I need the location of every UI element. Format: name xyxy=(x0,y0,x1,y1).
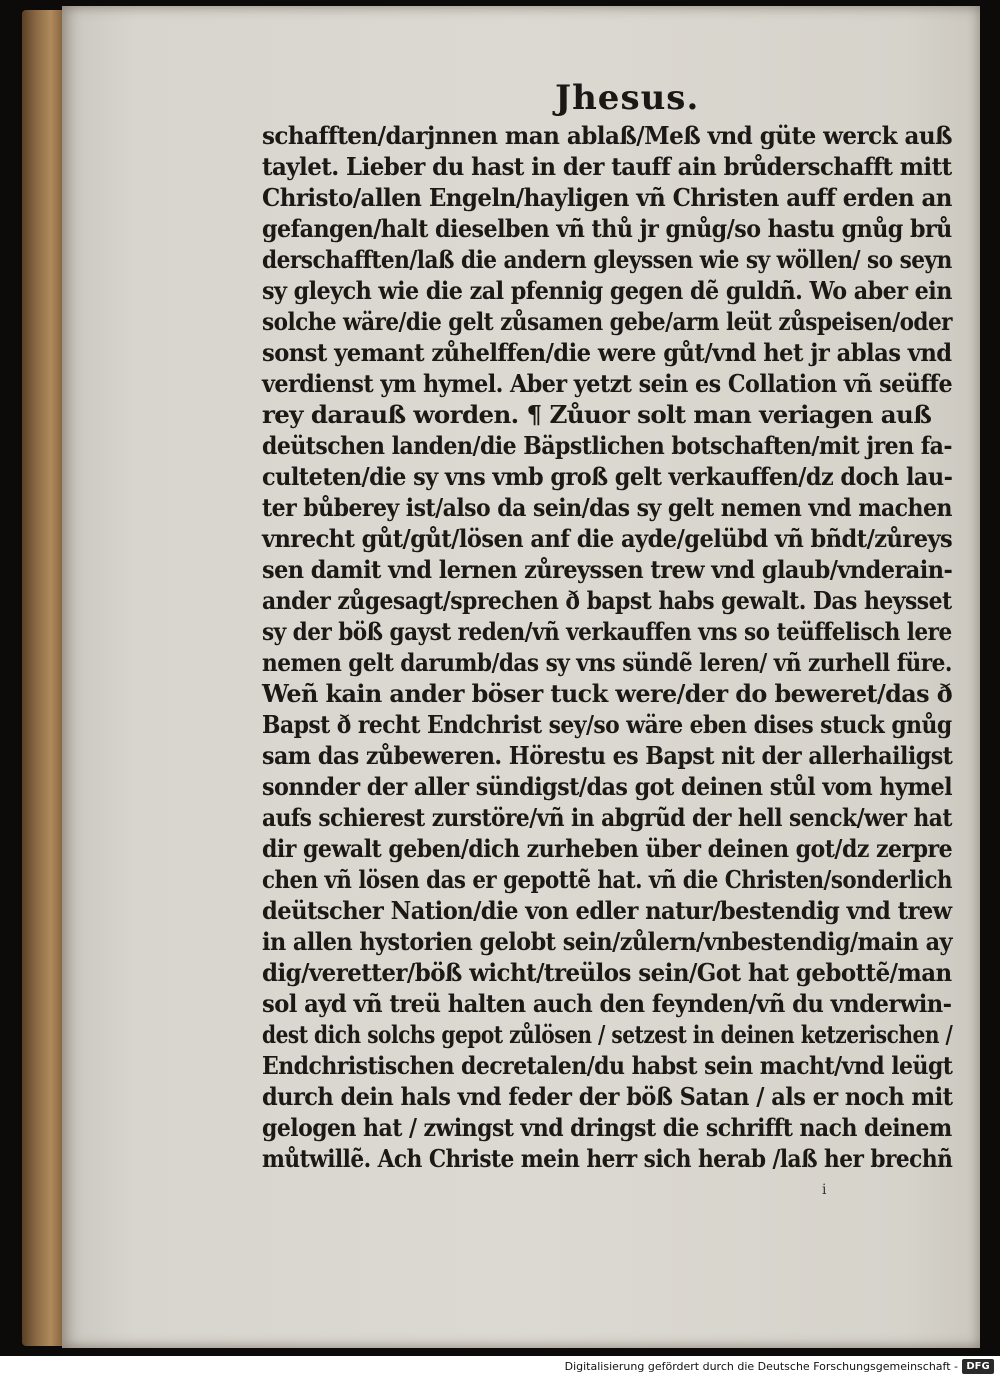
text-line: verdienst ym hymel. Aber yetzt sein es Collation vñ seüffe xyxy=(262,369,953,398)
text-line: sol ayd vñ treü halten auch den feynden/vñ du vnderwin- xyxy=(262,989,952,1018)
footer-credit: Digitalisierung gefördert durch die Deutsche Forschungsgemeinschaft - xyxy=(564,1360,958,1373)
text-line: gelogen hat / zwingst vnd dringst die schrifft nach deinem xyxy=(262,1113,952,1142)
text-line: schafften/darjnnen man ablaß/Meß vnd güte werck auß xyxy=(262,121,953,150)
text-line: sonnder der aller sündigst/das got deinen stůl vom hymel xyxy=(262,772,953,801)
text-line: můtwillẽ. Ach Christe mein herr sich herab /laß her brechñ xyxy=(262,1144,953,1173)
text-line: Weñ kain ander böser tuck were/der do beweret/das ð xyxy=(262,679,953,708)
text-line: durch dein hals vnd feder der böß Satan / als er noch mit xyxy=(262,1082,953,1111)
text-line: ter bůberey ist/also da sein/das sy gelt nemen vnd machen xyxy=(262,493,952,522)
body-text xyxy=(262,120,952,1174)
text-line: derschafften/laß die andern gleyssen wie sy wöllen/ so seyn xyxy=(262,245,952,274)
text-line: aufs schierest zurstöre/vñ in abgrũd der hell senck/wer hat xyxy=(262,803,952,832)
text-line: Christo/allen Engeln/hayligen vñ Christen auff erden an xyxy=(262,183,952,212)
text-line: culteten/die sy vns vmb groß gelt verkauffen/dz doch lau- xyxy=(262,462,953,491)
text-line: sam das zůbeweren. Hörestu es Bapst nit der allerhailigst xyxy=(262,741,953,770)
text-line: Endchristischen decretalen/du habst sein macht/vnd leügt xyxy=(262,1051,953,1080)
text-line: dest dich solchs gepot zůlösen / setzest in deinen ketzerischen / xyxy=(262,1020,953,1049)
text-line: chen vñ lösen das er gepottẽ hat. vñ die Christen/sonderlich xyxy=(262,865,953,894)
text-line: Bapst ð recht Endchrist sey/so wäre eben dises stuck gnůg xyxy=(262,710,952,739)
text-line: taylet. Lieber du hast in der tauff ain brůderschafft mitt xyxy=(262,152,952,181)
text-line: vnrecht gůt/gůt/lösen anf die ayde/gelübd vñ bñdt/zůreys xyxy=(262,524,953,553)
text-line: ander zůgesagt/sprechen ð bapst habs gewalt. Das heysset xyxy=(262,586,952,615)
text-line: deütschen landen/die Bäpstlichen botschaften/mit jren fa- xyxy=(262,431,952,460)
text-line: solche wäre/die gelt zůsamen gebe/arm leüt zůspeisen/oder xyxy=(262,307,953,336)
text-line: nemen gelt darumb/das sy vns sündẽ leren/ vñ zurhell füre. xyxy=(262,648,952,677)
dfg-logo-icon: DFG xyxy=(962,1359,994,1374)
footer-bar xyxy=(0,1356,1000,1378)
page-number: i xyxy=(822,1182,827,1198)
text-line: deütscher Nation/die von edler natur/bestendig vnd trew xyxy=(262,896,952,925)
text-line: rey darauß worden. ¶ Zůuor solt man veriagen auß xyxy=(262,400,932,429)
text-line: in allen hystorien gelobt sein/zůlern/vnbestendig/main ay xyxy=(262,927,952,956)
text-line: dig/veretter/böß wicht/treülos sein/Got hat gebottẽ/man xyxy=(262,958,952,987)
text-line: gefangen/halt dieselben vñ thů jr gnůg/so hastu gnůg brů xyxy=(262,214,952,243)
text-line: sen damit vnd lernen zůreyssen trew vnd glaub/vnderain- xyxy=(262,555,953,584)
page-headline: Jhesus. xyxy=(555,78,700,118)
text-line: sonst yemant zůhelffen/die were gůt/vnd het jr ablas vnd xyxy=(262,338,952,367)
text-line: sy gleych wie die zal pfennig gegen dẽ guldñ. Wo aber ein xyxy=(262,276,952,305)
text-line: dir gewalt geben/dich zurheben über deinen got/dz zerpre xyxy=(262,834,953,863)
text-line: sy der böß gayst reden/vñ verkauffen vns so teüffelisch lere xyxy=(262,617,952,646)
